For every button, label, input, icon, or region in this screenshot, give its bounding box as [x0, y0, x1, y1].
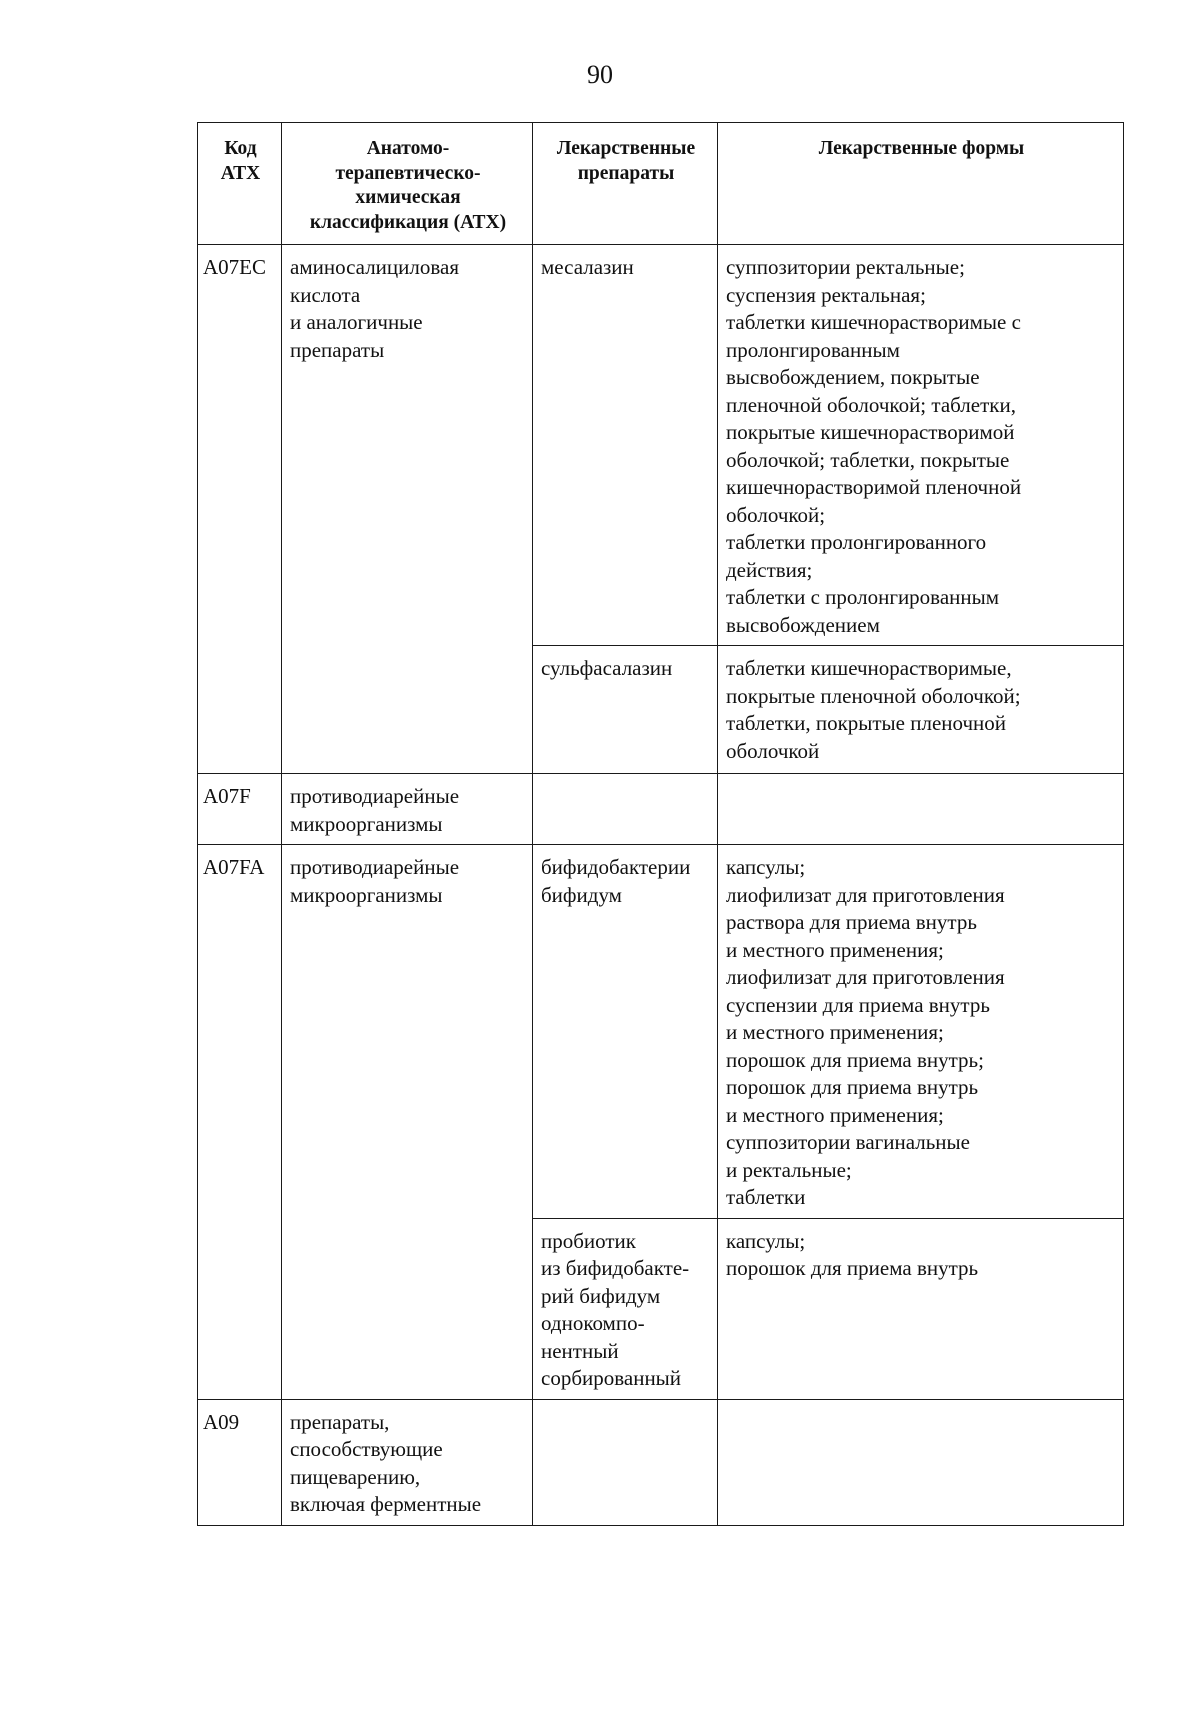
header-drugs: Лекарственные препараты: [533, 123, 718, 245]
page-number: 90: [587, 60, 613, 89]
header-row: [198, 123, 1124, 245]
drug-name-cell: пробиотик из бифидобакте- рий бифидум однокомпо- нентный сорбированный: [533, 1218, 718, 1399]
table-row: [198, 245, 1124, 646]
dosage-forms-cell: [718, 1399, 1124, 1525]
dosage-forms-cell: капсулы; порошок для приема внутрь: [718, 1218, 1124, 1399]
atc-drug-table: [197, 122, 1124, 1526]
atc-code-cell: A07EC: [198, 245, 282, 774]
atc-code-cell: A09: [198, 1399, 282, 1525]
table-row: [198, 845, 1124, 1219]
classification-cell: аминосалициловая кислота и аналогичные препараты: [282, 245, 533, 774]
table-body: [198, 245, 1124, 1526]
header-code: Код АТХ: [198, 123, 282, 245]
atc-code-cell: A07FA: [198, 845, 282, 1400]
drug-name-cell: месалазин: [533, 245, 718, 646]
drug-name-cell: сульфасалазин: [533, 646, 718, 774]
header-classification: Анатомо- терапевтическо- химическая классификация (АТХ): [282, 123, 533, 245]
table-row: [198, 1399, 1124, 1525]
header-forms: Лекарственные формы: [718, 123, 1124, 245]
dosage-forms-cell: суппозитории ректальные; суспензия ректальная; таблетки кишечнорастворимые с пролонгированным высвобождением, покрытые пленочной оболочкой; таблетки, покрытые кишечнорастворимой оболочкой; таблетки, покрытые кишечнорастворимой пленочной оболочкой; таблетки пролонгированного действия; таблетки с пролонгированным высвобождением: [718, 245, 1124, 646]
table-row: [198, 774, 1124, 845]
drug-name-cell: [533, 774, 718, 845]
dosage-forms-cell: [718, 774, 1124, 845]
classification-cell: противодиарейные микроорганизмы: [282, 774, 533, 845]
drug-name-cell: [533, 1399, 718, 1525]
dosage-forms-cell: капсулы; лиофилизат для приготовления раствора для приема внутрь и местного применения; лиофилизат для приготовления суспензии для приема внутрь и местного применения; порошок для приема внутрь; порошок для приема внутрь и местного применения; суппозитории вагинальные и ректальные; таблетки: [718, 845, 1124, 1219]
drug-name-cell: бифидобактерии бифидум: [533, 845, 718, 1219]
classification-cell: препараты, способствующие пищеварению, включая ферментные: [282, 1399, 533, 1525]
classification-cell: противодиарейные микроорганизмы: [282, 845, 533, 1400]
atc-code-cell: A07F: [198, 774, 282, 845]
table-header: [198, 123, 1124, 245]
dosage-forms-cell: таблетки кишечнорастворимые, покрытые пленочной оболочкой; таблетки, покрытые пленочной оболочкой: [718, 646, 1124, 774]
